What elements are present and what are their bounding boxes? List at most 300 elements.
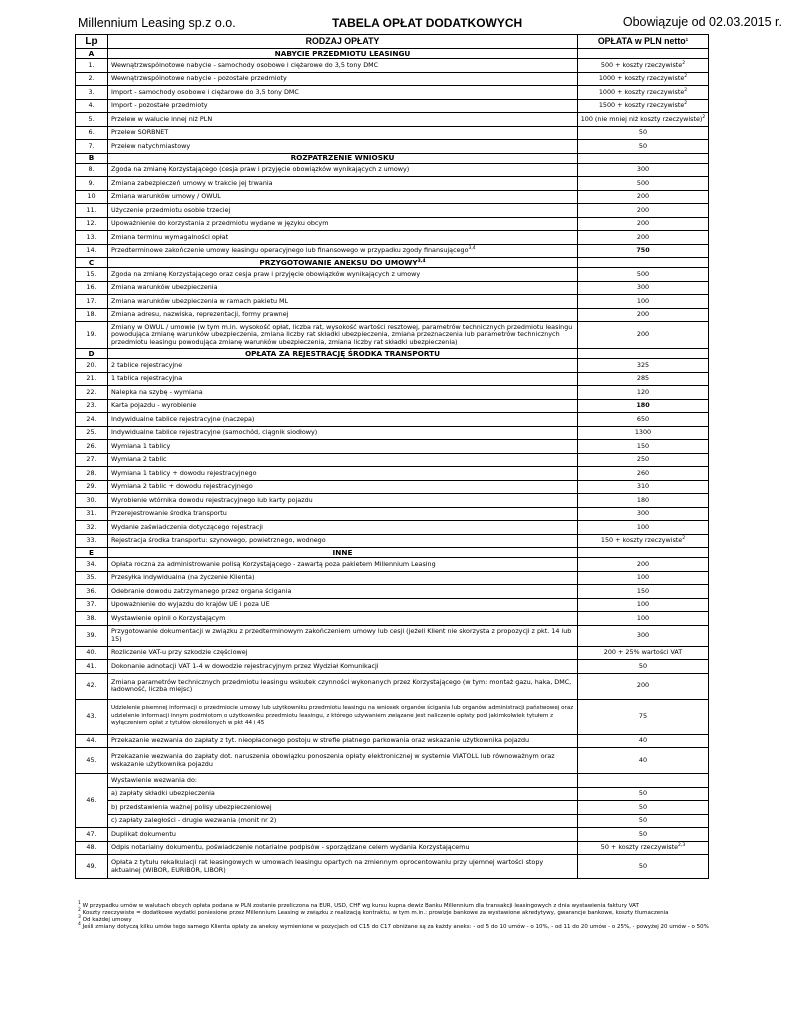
row-fee-value: 40 [638,736,648,744]
row-fee-value: 100 [636,613,650,622]
row-fee [578,204,709,218]
row-fee-value: 300 [636,283,650,291]
section-header-row [76,548,709,558]
row-fee-value: 1500 + koszty rzeczywiste [598,101,685,109]
row-description-text: Dokonanie adnotacji VAT 1-4 w dowodzie rejestracyjnym przez Wydział Komunikacji [111,661,379,670]
row-fee [578,231,709,245]
row-fee-value: 300 [636,165,650,173]
row-fee-value: 150 [636,586,650,595]
row-fee-value: 200 [636,330,650,339]
row-description-text: Wymiana 1 tablicy [111,441,171,450]
row-description-text: Przygotowanie dokumentacji w związku z przedterminowym zakończeniem umowy lub cesji (jeżeli Klient nie skorzysta z propozycji z pkt. 14 lub 15) [111,627,572,643]
row-description [108,359,578,373]
row-description [108,467,578,481]
row-fee [578,841,709,855]
table-row-sub [76,801,709,815]
table-row [76,163,709,177]
row-description-text: 2 tablice rejestracyjne [111,360,183,369]
footnote-text: Koszty rzeczywiste = dodatkowe wydatki poniesione przez Millennium Leasing w związku z realizacją kontraktu, w tym m.in.: prowizje bankowe za wystawione akredytywy, gwarancje bankowe, koszty tłumaczenia [82,910,669,916]
table-row [76,177,709,191]
row-fee-value: 1300 [634,428,652,436]
row-description-text: Odpis notarialny dokumentu, poświadczenie notarialne podpisów - sporządzane celem wydania Korzystającemu [111,843,470,851]
row-fee-value: 650 [636,414,650,423]
row-number: 22. [76,386,108,400]
row-number: 18. [76,308,108,322]
table-row [76,399,709,413]
row-description-text: Zmiana adresu, nazwiska, reprezentacji, formy prawnej [111,310,289,318]
col-header-lp: Lp [76,35,108,49]
section-fee-empty [578,49,709,59]
row-description-text: Użyczenie przedmiotu osobie trzeciej [111,205,231,214]
section-header-row [76,153,709,163]
row-description-text: Zmiana warunków ubezpieczenia w ramach pakietu ML [111,296,289,305]
row-description [108,521,578,535]
page-title: TABELA OPŁAT DODATKOWYCH [332,16,523,30]
row-fee [578,855,709,879]
row-fee [578,163,709,177]
row-number: 38. [76,612,108,626]
row-description-text: Nalepka na szybę - wymiana [111,387,203,396]
row-description [108,386,578,400]
row-description-text: 1 tablica rejestracyjna [111,374,183,382]
row-number: 5. [76,113,108,127]
row-number: 7. [76,140,108,154]
row-number: 48. [76,841,108,855]
row-fee-value: 150 [636,441,650,450]
row-fee-sup: 2 [684,101,688,106]
row-fee [578,72,709,86]
row-description-text: Zmiany w OWUL / umowie (w tym m.in. wysokość opłat, liczba rat, wysokość wartości resztowej, parametrów technicznych przedmiotu leasingu powodująca zmianę warunków ubezpieczenia, zmiana liczby rat składki ubezpieczenia, zmiana przeznaczenia lub parametrów technicznych przedmiotu leasingu powodująca zmianę warunków ubezpieczenia, zmiana liczby rat składki ubezpieczenia) [111,322,573,346]
row-fee-value: 50 [638,829,648,838]
row-number: 15. [76,268,108,282]
row-fee-value: 325 [636,360,650,369]
row-fee-value: 200 + 25% wartości VAT [603,648,683,656]
footnote-marker: 1 [78,901,81,906]
row-fee [578,399,709,413]
row-description-text: Przesyłka indywidualna (na życzenie Klienta) [111,573,255,581]
row-description [108,231,578,245]
row-fee [578,494,709,508]
row-number: 4. [76,99,108,113]
row-fee [578,625,709,646]
row-description: Wystawienie wezwania do: [108,774,578,788]
row-number: 17. [76,295,108,309]
row-number: 45. [76,748,108,774]
row-description-text: Wymiana 2 tablic [111,455,167,463]
row-fee-value: 500 [636,269,650,278]
row-number: 2. [76,72,108,86]
row-number: 35. [76,571,108,585]
table-row [76,673,709,699]
table-row [76,231,709,245]
row-description-text: Udzielenie pisemnej informacji o przedmiocie umowy lub użytkowniku przedmiotu leasingu na wniosek organów ścigania lub organów administracji państwowej oraz udzielenie informacji innym podmiotom o użytkowniku przedmiotu leasingu, z którego używaniem związane jest naliczenie opłaty pod jakimkolwiek tytułem z wyłączeniem opłat z tytułów określonych w pkt 44 i 45 [111,705,574,727]
row-fee-value: 1000 + koszty rzeczywiste [598,74,685,82]
row-number: 11. [76,204,108,218]
row-fee [578,440,709,454]
row-description [108,673,578,699]
section-fee-empty [578,153,709,163]
footnotes [78,903,718,931]
section-letter: A [76,49,108,59]
row-description [108,59,578,73]
table-row [76,86,709,100]
row-number: 13. [76,231,108,245]
row-description [108,625,578,646]
row-fee-value: 750 [636,246,650,254]
section-letter: B [76,153,108,163]
table-row [76,660,709,674]
row-description-text: Opłata z tytułu rekalkulacji rat leasingowych w umowach leasingu opartych na zmiennym oprocentowaniu przy ujemnej wartości stopy aktualnej (WIBOR, EURIBOR, LIBOR) [111,858,544,874]
row-fee [578,359,709,373]
footnote [78,903,718,910]
row-description-text: Przelew SORBNET [111,128,169,136]
row-fee: 50 [578,814,709,828]
footnote-marker: 2 [78,908,81,913]
row-number: 25. [76,426,108,440]
row-fee-value: 250 [636,455,650,463]
section-title-text: ROZPATRZENIE WNIOSKU [290,153,395,162]
row-fee [578,113,709,127]
row-description [108,281,578,295]
row-description-text: Wydanie zaświadczenia dotyczącego rejestracji [111,522,263,531]
table-row [76,734,709,748]
table-row [76,281,709,295]
row-description [108,268,578,282]
row-description-text: Duplikat dokumentu [111,829,176,838]
row-description [108,534,578,548]
row-description-text: Wystawienie opinii o Korzystającym [111,613,226,622]
row-description-text: Przekazanie wezwania do zapłaty z tyt. nieopłaconego postoju w strefie płatnego parkowania oraz wskazanie użytkownika pojazdu [111,736,530,744]
section-title-text: OPŁATA ZA REJESTRACJĘ ŚRODKA TRANSPORTU [244,348,441,358]
row-fee-value: 1000 + koszty rzeczywiste [598,87,685,96]
row-fee-empty [578,774,709,788]
table-row [76,841,709,855]
row-description [108,204,578,218]
row-fee [578,308,709,322]
row-description-text: Karta pojazdu - wyrobienie [111,401,197,409]
row-description [108,855,578,879]
footnote [78,924,718,931]
table-row [76,386,709,400]
col-header-fee-sup: 1 [685,36,689,42]
row-fee [578,467,709,481]
row-description [108,507,578,521]
table-row [76,507,709,521]
footnote-text: Od każdej umowy [82,917,132,923]
row-number: 9. [76,177,108,191]
table-row [76,140,709,154]
row-number: 39. [76,625,108,646]
table-row [76,467,709,481]
table-row [76,828,709,842]
table-row [76,359,709,373]
row-fee [578,372,709,386]
table-row [76,774,709,788]
row-fee-value: 50 [638,661,648,670]
row-description [108,372,578,386]
row-fee [578,177,709,191]
row-description [108,177,578,191]
row-number: 37. [76,598,108,612]
row-fee-value: 75 [638,711,648,720]
row-description-text: Import - samochody osobowe i ciężarowe do 3,5 tony DMC [111,87,299,96]
row-description: c) zapłaty zaległości - drugie wezwania (monit nr 2) [108,814,578,828]
table-row [76,440,709,454]
row-fee-value: 100 [636,573,650,581]
row-description [108,612,578,626]
row-fee [578,99,709,113]
row-description [108,598,578,612]
valid-from-date: Obowiązuje od 02.03.2015 r. [622,15,782,29]
row-description [108,126,578,140]
row-fee [578,413,709,427]
row-number: 42. [76,673,108,699]
row-description-text: Import - pozostałe przedmioty [111,101,208,109]
row-fee-sup: 2,3 [678,843,686,848]
table-row-sub [76,787,709,801]
row-fee-value: 310 [636,482,650,490]
row-fee-sup: 2 [682,536,686,541]
table-row [76,558,709,572]
row-fee [578,558,709,572]
col-header-fee [578,35,709,49]
section-fee-empty [578,548,709,558]
row-fee [578,699,709,734]
row-description-text: Wewnątrzwspólnotowe nabycie - pozostałe przedmioty [111,74,287,82]
table-row [76,72,709,86]
table-row [76,625,709,646]
section-header-row [76,49,709,59]
row-fee-value: 300 [636,630,650,639]
row-description-sup: 3,4 [468,246,476,251]
row-description-text: Upoważnienie do korzystania z przedmiotu wydane w języku obcym [111,219,329,227]
row-description [108,140,578,154]
fee-table [75,34,709,879]
table-row [76,295,709,309]
row-number: 27. [76,453,108,467]
section-title-text: INNE [332,547,353,557]
row-fee [578,571,709,585]
row-number: 6. [76,126,108,140]
row-fee-sup: 2 [684,74,688,79]
row-description [108,72,578,86]
row-description [108,244,578,258]
table-row [76,217,709,231]
table-row [76,413,709,427]
row-fee-value: 300 [636,509,650,517]
row-fee-value: 180 [636,401,650,409]
table-row [76,268,709,282]
table-row [76,126,709,140]
row-description-text: Zgoda na zmianę Korzystającego (cesja praw i przyjęcie obowiązków wynikających z umowy) [111,165,410,173]
document-header [70,14,782,32]
row-number: 20. [76,359,108,373]
row-fee [578,386,709,400]
row-number: 44. [76,734,108,748]
row-description-text: Zmiana parametrów technicznych przedmiotu leasingu wskutek czynności wykonanych przez Korzystającego (w tym: montaż gazu, haka, DMC, ładowność, liczba miejsc) [111,677,572,693]
section-title [108,258,578,268]
section-title [108,49,578,59]
row-number: 40. [76,646,108,660]
row-description [108,190,578,204]
row-description [108,748,578,774]
row-description-text: Przedterminowe zakończenie umowy leasingu operacyjnego lub finansowego w przypadku zgody finansującego [111,246,469,254]
row-fee [578,126,709,140]
row-fee [578,217,709,231]
row-description [108,571,578,585]
row-fee [578,59,709,73]
row-description [108,163,578,177]
section-title [108,349,578,359]
section-header-row [76,258,709,268]
section-letter: C [76,258,108,268]
row-description [108,734,578,748]
row-number: 19. [76,322,108,349]
table-row [76,699,709,734]
section-header-row [76,349,709,359]
row-description [108,558,578,572]
row-description [108,585,578,599]
row-fee-value: 200 [636,681,650,690]
row-description-text: Opłata roczna za administrowanie polisą Korzystającego - zawartą poza pakietem Millennium Leasing [111,559,436,568]
row-number: 8. [76,163,108,177]
row-description [108,99,578,113]
row-fee [578,534,709,548]
row-fee-sup: 2 [684,87,688,93]
footnote-marker: 4 [78,922,81,927]
row-fee-value: 200 [636,310,650,318]
row-number: 1. [76,59,108,73]
row-number: 31. [76,507,108,521]
row-fee [578,598,709,612]
row-description [108,646,578,660]
col-header-fee-label: OPŁATA w PLN netto [597,35,686,46]
row-description [108,828,578,842]
row-description [108,399,578,413]
table-row [76,204,709,218]
table-row [76,521,709,535]
table-row [76,598,709,612]
row-number: 16. [76,281,108,295]
row-fee-value: 200 [636,232,650,241]
row-fee-value: 50 [638,128,648,136]
table-row [76,426,709,440]
row-number: 23. [76,399,108,413]
row-fee-value: 200 [636,192,650,200]
row-description-text: Wymiana 1 tablicy + dowodu rejestracyjnego [111,468,257,477]
row-fee-value: 200 [636,205,650,214]
row-fee-value: 50 + koszty rzeczywiste [600,843,679,851]
table-row-sub [76,814,709,828]
row-fee [578,748,709,774]
row-number: 12. [76,217,108,231]
section-title [108,153,578,163]
row-fee-value: 200 [636,559,650,568]
row-description [108,217,578,231]
row-description [108,841,578,855]
row-fee [578,612,709,626]
row-fee-value: 150 + koszty rzeczywiste [600,536,683,544]
section-letter: D [76,349,108,359]
table-row [76,494,709,508]
table-row [76,571,709,585]
row-fee-sup: 2 [702,114,706,120]
row-description-text: Zgoda na zmianę Korzystającego oraz cesja praw i przyjęcie obowiązków wynikających z umowy [111,269,421,278]
table-row [76,480,709,494]
row-number: 28. [76,467,108,481]
row-fee [578,585,709,599]
row-fee [578,828,709,842]
row-fee [578,426,709,440]
table-row [76,453,709,467]
row-fee-value: 50 [638,141,648,150]
table-row [76,322,709,349]
table-row [76,59,709,73]
row-number: 30. [76,494,108,508]
row-fee [578,86,709,100]
row-fee [578,507,709,521]
row-description [108,453,578,467]
row-number: 3. [76,86,108,100]
row-fee: 50 [578,787,709,801]
table-row [76,372,709,386]
section-letter: E [76,548,108,558]
row-number: 24. [76,413,108,427]
row-description [108,86,578,100]
row-fee [578,734,709,748]
row-description [108,426,578,440]
row-description [108,295,578,309]
row-fee [578,244,709,258]
row-description-text: Wewnątrzwspólnotowe nabycie - samochody osobowe i ciężarowe do 3,5 tony DMC [111,60,379,69]
row-fee-value: 285 [636,374,650,382]
table-row [76,190,709,204]
section-fee-empty [578,349,709,359]
row-number: 41. [76,660,108,674]
row-fee-value: 200 [636,219,650,227]
fee-table-body [76,35,709,879]
row-fee-value: 100 (nie mniej niż koszty rzeczywiste) [580,114,703,123]
row-description [108,308,578,322]
row-fee-value: 260 [636,468,650,477]
row-number: 36. [76,585,108,599]
table-row [76,585,709,599]
row-description-text: Zmiana warunków umowy / OWUL [111,192,221,200]
row-fee-value: 180 [636,495,650,504]
table-row [76,612,709,626]
row-description-text: Przekazanie wezwania do zapłaty dot. naruszenia obowiązku ponoszenia opłaty elektronicznej w systemie VIATOLL lub równoważnym oraz wskazanie użytkownika pojazdu [111,752,555,768]
section-title-sup: 3,4 [417,258,426,264]
table-row [76,534,709,548]
row-fee [578,268,709,282]
row-fee [578,646,709,660]
footnote-text: W przypadku umów w walutach obcych opłata podana w PLN zostanie przeliczona na EUR, USD, CHF wg kursu kupna dewiz Banku Millennium dla transakcji leasingowych z dnia wystawienia faktury VAT [82,903,639,909]
row-number: 14. [76,244,108,258]
row-fee-value: 40 [638,755,648,764]
row-number: 34. [76,558,108,572]
table-row [76,748,709,774]
table-header-row [76,35,709,49]
row-fee-value: 120 [636,387,650,396]
row-fee [578,140,709,154]
row-number: 46. [76,774,108,828]
row-number: 33. [76,534,108,548]
company-name: Millennium Leasing sp.z o.o. [78,16,236,30]
section-title [108,548,578,558]
row-number: 29. [76,480,108,494]
row-number: 32. [76,521,108,535]
row-description-text: Wymiana 2 tablic + dowodu rejestracyjnego [111,482,253,490]
